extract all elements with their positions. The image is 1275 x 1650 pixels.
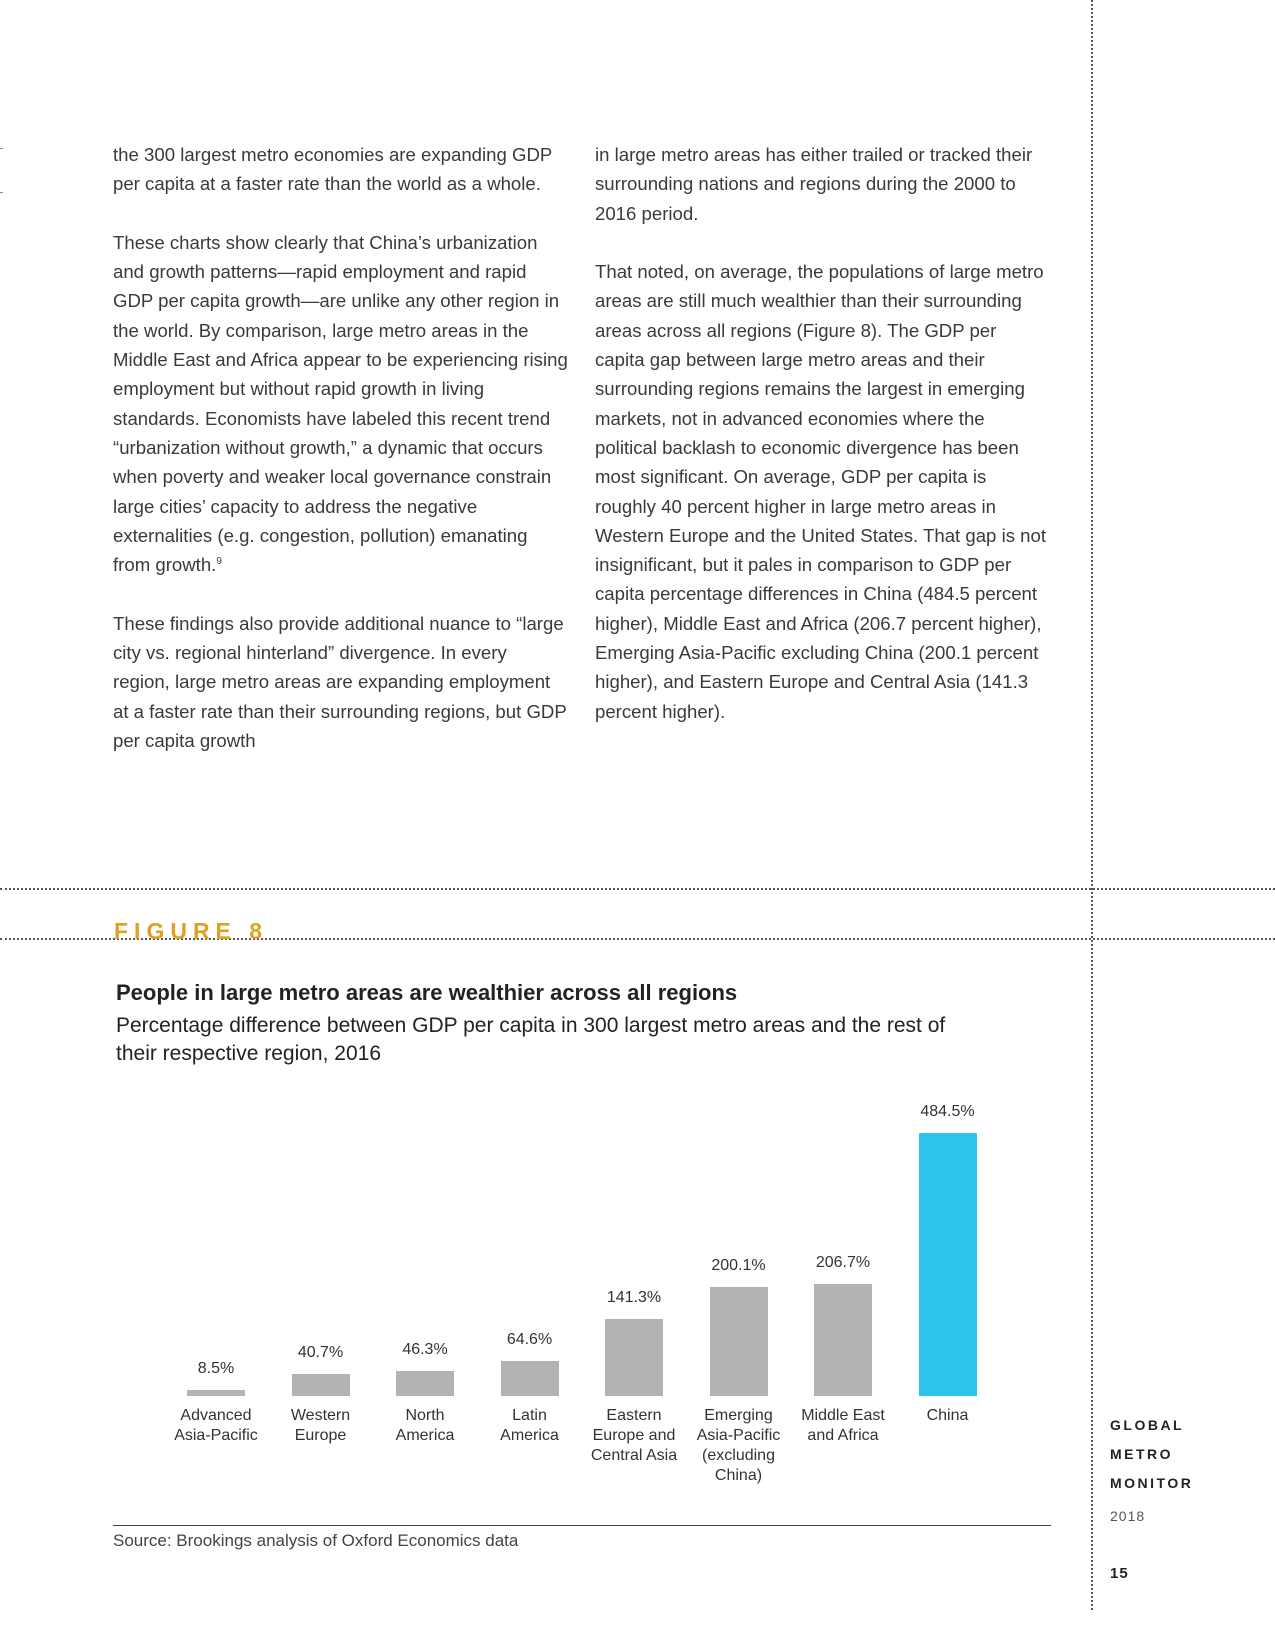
category-label-line: Eastern <box>606 1407 662 1424</box>
category-label <box>266 1406 376 1446</box>
bar-chart <box>150 1080 1020 1510</box>
margin-tick <box>0 148 3 149</box>
report-year: 2018 <box>1110 1508 1146 1524</box>
category-label <box>161 1406 271 1446</box>
category-label-line: China <box>926 1407 969 1424</box>
category-label-line: Europe <box>294 1427 347 1444</box>
vertical-dotted-rule <box>1091 0 1093 1610</box>
data-label: 40.7% <box>297 1343 344 1361</box>
category-label <box>370 1406 480 1446</box>
data-label: 200.1% <box>711 1257 766 1275</box>
category-label-line: Advanced <box>180 1407 252 1424</box>
margin-tick <box>0 192 3 193</box>
chart-bar <box>814 1284 872 1396</box>
category-label <box>788 1406 898 1446</box>
data-label: 64.6% <box>506 1330 553 1348</box>
category-label-line: North <box>405 1407 445 1424</box>
data-label: 8.5% <box>197 1360 235 1377</box>
data-label: 46.3% <box>402 1340 448 1358</box>
category-label-line: Latin <box>512 1407 547 1424</box>
figure-top-dotted-rule <box>0 888 1275 890</box>
category-label-line: Western <box>290 1407 351 1424</box>
paragraph: in large metro areas has either trailed or tracked their surrounding nations and regions during the 2000 to 2016 period. <box>595 144 1033 224</box>
paragraph: That noted, on average, the populations of large metro areas are still much wealthier than their surrounding areas across all regions (Figure 8). The GDP per capita gap between large metro areas and their surrounding regions remains the largest in emerging markets, not in advanced economies where the political backlash to economic divergence has been most significant. On average, GDP per capita is roughly 40 percent higher in large metro areas in Western Europe and the United States. That gap is not insignificant, but it pales in comparison to GDP per capita percentage differences in China (484.5 percent higher), Middle East and Africa (206.7 percent higher), Emerging Asia-Pacific excluding China (200.1 percent higher), and Eastern Europe and Central Asia (141.3 percent higher). <box>595 261 1047 722</box>
category-label <box>684 1406 794 1486</box>
figure-title: People in large metro areas are wealthier across all regions <box>116 980 738 1005</box>
chart-bar <box>919 1133 977 1396</box>
category-label-line: Europe and <box>592 1427 676 1444</box>
data-label: 206.7% <box>815 1253 871 1271</box>
category-label-line: America <box>500 1427 559 1444</box>
figure-subtitle: Percentage difference between GDP per capita in 300 largest metro areas and the rest of their respective region, 2016 <box>116 1014 946 1065</box>
chart-bar <box>292 1374 350 1396</box>
category-label <box>579 1406 689 1466</box>
page-number: 15 <box>1110 1565 1129 1582</box>
chart-bar <box>396 1371 454 1396</box>
figure-source: Source: Brookings analysis of Oxford Economics data <box>113 1531 519 1550</box>
brand-line: GLOBAL <box>1110 1417 1185 1433</box>
chart-bar <box>501 1361 559 1396</box>
category-label-line: (excluding <box>702 1447 775 1464</box>
category-label-line: Asia-Pacific <box>696 1427 781 1444</box>
category-label-line: Emerging <box>704 1407 773 1424</box>
category-label-line: Central Asia <box>590 1447 678 1464</box>
brand-line: MONITOR <box>1110 1475 1194 1491</box>
left-text-column <box>113 140 568 785</box>
category-label-line: Middle East <box>801 1407 885 1424</box>
source-divider <box>113 1525 1051 1526</box>
category-label <box>893 1406 1003 1426</box>
category-label-line: China) <box>714 1467 763 1484</box>
chart-bar <box>187 1390 245 1396</box>
data-label: 484.5% <box>920 1103 975 1120</box>
category-label-line: and Africa <box>807 1427 879 1444</box>
paragraph: These findings also provide additional nuance to “large city vs. regional hinterland” divergence. In every region, large metro areas are expanding employment at a faster rate than their surrounding regions, but GDP per capita growth <box>113 612 567 751</box>
chart-bar <box>710 1287 768 1396</box>
category-label <box>475 1406 585 1446</box>
paragraph <box>113 228 568 580</box>
paragraph-text: These charts show clearly that China’s urbanization and growth patterns—rapid employment and rapid GDP per capita growth—are unlike any other region in the world. By comparison, large metro areas in the Middle East and Africa appear to be experiencing rising employment but without rapid growth in living standards. Economists have labeled this recent trend “urbanization without growth,” a dynamic that occurs when poverty and weaker local governance constrain large cities’ capacity to address the negative externalities (e.g. congestion, pollution) emanating from growth. <box>113 231 568 576</box>
footnote-mark: 9 <box>216 555 222 567</box>
figure-label: FIGURE 8 <box>114 918 269 944</box>
category-label-line: Asia-Pacific <box>174 1427 258 1444</box>
chart-bar <box>605 1319 663 1396</box>
category-label-line: America <box>395 1427 455 1444</box>
brand-line: METRO <box>1110 1446 1174 1462</box>
right-text-column <box>595 140 1050 755</box>
paragraph: the 300 largest metro economies are expanding GDP per capita at a faster rate than the world as a whole. <box>113 144 552 195</box>
data-label: 141.3% <box>606 1289 662 1307</box>
